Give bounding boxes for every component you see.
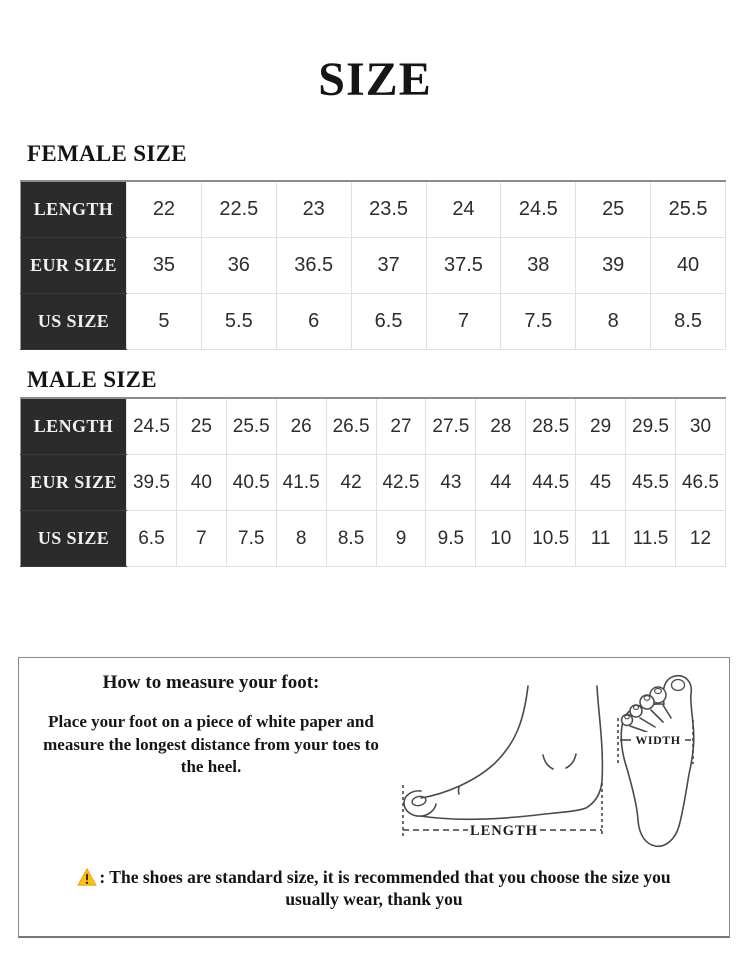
foot-side-view-diagram	[390, 670, 625, 845]
notice-line1: The shoes are standard size, it is recommended that you choose the size you	[109, 867, 671, 887]
size-value-cell: 8	[276, 511, 326, 567]
length-measure-label: LENGTH	[469, 823, 539, 839]
toenail-detail	[672, 680, 685, 691]
size-value-cell: 24.5	[501, 181, 576, 238]
toe-detail	[640, 695, 654, 709]
size-value-cell: 39	[576, 238, 651, 294]
size-value-cell: 42	[326, 455, 376, 511]
measure-guide-box	[18, 657, 730, 938]
size-value-cell: 5.5	[201, 294, 276, 350]
size-value-cell: 26	[276, 398, 326, 455]
female-size-table-body	[21, 181, 726, 350]
size-table-row	[21, 294, 726, 350]
size-value-cell: 38	[501, 238, 576, 294]
size-value-cell: 28.5	[526, 398, 576, 455]
size-value-cell: 43	[426, 455, 476, 511]
size-value-cell: 9.5	[426, 511, 476, 567]
size-value-cell: 27.5	[426, 398, 476, 455]
size-value-cell: 24.5	[127, 398, 177, 455]
page-title: SIZE	[318, 53, 432, 106]
size-value-cell: 36	[201, 238, 276, 294]
size-value-cell: 29	[576, 398, 626, 455]
female-size-heading: FEMALE SIZE	[27, 141, 187, 166]
measure-guide-heading: How to measure your foot:	[102, 672, 320, 693]
size-table-row	[21, 455, 726, 511]
size-value-cell: 42.5	[376, 455, 426, 511]
size-value-cell: 26.5	[326, 398, 376, 455]
male-size-table-body	[21, 398, 726, 567]
notice-line2: usually wear, thank you	[285, 889, 463, 910]
size-table-row	[21, 238, 726, 294]
size-value-cell: 11	[576, 511, 626, 567]
size-value-cell: 8.5	[326, 511, 376, 567]
size-value-cell: 36.5	[276, 238, 351, 294]
size-value-cell: 12	[675, 511, 725, 567]
size-value-cell: 9	[376, 511, 426, 567]
size-value-cell: 8	[576, 294, 651, 350]
size-value-cell: 35	[127, 238, 202, 294]
size-value-cell: 8.5	[651, 294, 726, 350]
size-value-cell: 40.5	[226, 455, 276, 511]
toe-detail	[622, 715, 633, 726]
size-value-cell: 23	[276, 181, 351, 238]
size-value-cell: 46.5	[675, 455, 725, 511]
size-table-row	[21, 181, 726, 238]
row-label-cell: EUR SIZE	[21, 238, 127, 294]
size-value-cell: 25	[176, 398, 226, 455]
size-value-cell: 24	[426, 181, 501, 238]
size-value-cell: 22.5	[201, 181, 276, 238]
width-measure-label: WIDTH	[635, 733, 681, 747]
size-value-cell: 40	[651, 238, 726, 294]
notice-colon: :	[99, 867, 110, 887]
toe-detail	[630, 705, 642, 717]
size-value-cell: 23.5	[351, 181, 426, 238]
size-value-cell: 25.5	[651, 181, 726, 238]
size-value-cell: 6.5	[127, 511, 177, 567]
size-value-cell: 27	[376, 398, 426, 455]
toenail-detail	[411, 795, 427, 807]
size-value-cell: 25	[576, 181, 651, 238]
foot-sole-diagram	[613, 662, 708, 857]
warning-triangle-icon	[77, 868, 97, 886]
row-label-cell: LENGTH	[21, 398, 127, 455]
size-value-cell: 25.5	[226, 398, 276, 455]
size-value-cell: 39.5	[127, 455, 177, 511]
size-value-cell: 11.5	[626, 511, 676, 567]
size-table-row	[21, 511, 726, 567]
size-value-cell: 10.5	[526, 511, 576, 567]
sizing-notice	[19, 866, 729, 911]
male-size-table	[20, 397, 726, 567]
size-value-cell: 44.5	[526, 455, 576, 511]
size-value-cell: 40	[176, 455, 226, 511]
size-value-cell: 28	[476, 398, 526, 455]
size-value-cell: 30	[675, 398, 725, 455]
size-value-cell: 41.5	[276, 455, 326, 511]
size-value-cell: 44	[476, 455, 526, 511]
size-value-cell: 22	[127, 181, 202, 238]
size-value-cell: 6.5	[351, 294, 426, 350]
row-label-cell: US SIZE	[21, 511, 127, 567]
size-value-cell: 7.5	[226, 511, 276, 567]
row-label-cell: US SIZE	[21, 294, 127, 350]
row-label-cell: EUR SIZE	[21, 455, 127, 511]
size-value-cell: 7	[176, 511, 226, 567]
size-value-cell: 5	[127, 294, 202, 350]
measure-guide-text-column	[41, 668, 381, 779]
size-value-cell: 45.5	[626, 455, 676, 511]
size-value-cell: 37.5	[426, 238, 501, 294]
size-value-cell: 10	[476, 511, 526, 567]
size-value-cell: 37	[351, 238, 426, 294]
size-value-cell: 45	[576, 455, 626, 511]
male-size-heading: MALE SIZE	[27, 367, 157, 392]
size-value-cell: 7.5	[501, 294, 576, 350]
size-value-cell: 6	[276, 294, 351, 350]
female-size-table	[20, 180, 726, 350]
row-label-cell: LENGTH	[21, 181, 127, 238]
size-value-cell: 29.5	[626, 398, 676, 455]
size-value-cell: 7	[426, 294, 501, 350]
size-table-row	[21, 398, 726, 455]
measure-guide-instructions: Place your foot on a piece of white paper and measure the longest distance from your toes to the heel.	[43, 712, 379, 777]
